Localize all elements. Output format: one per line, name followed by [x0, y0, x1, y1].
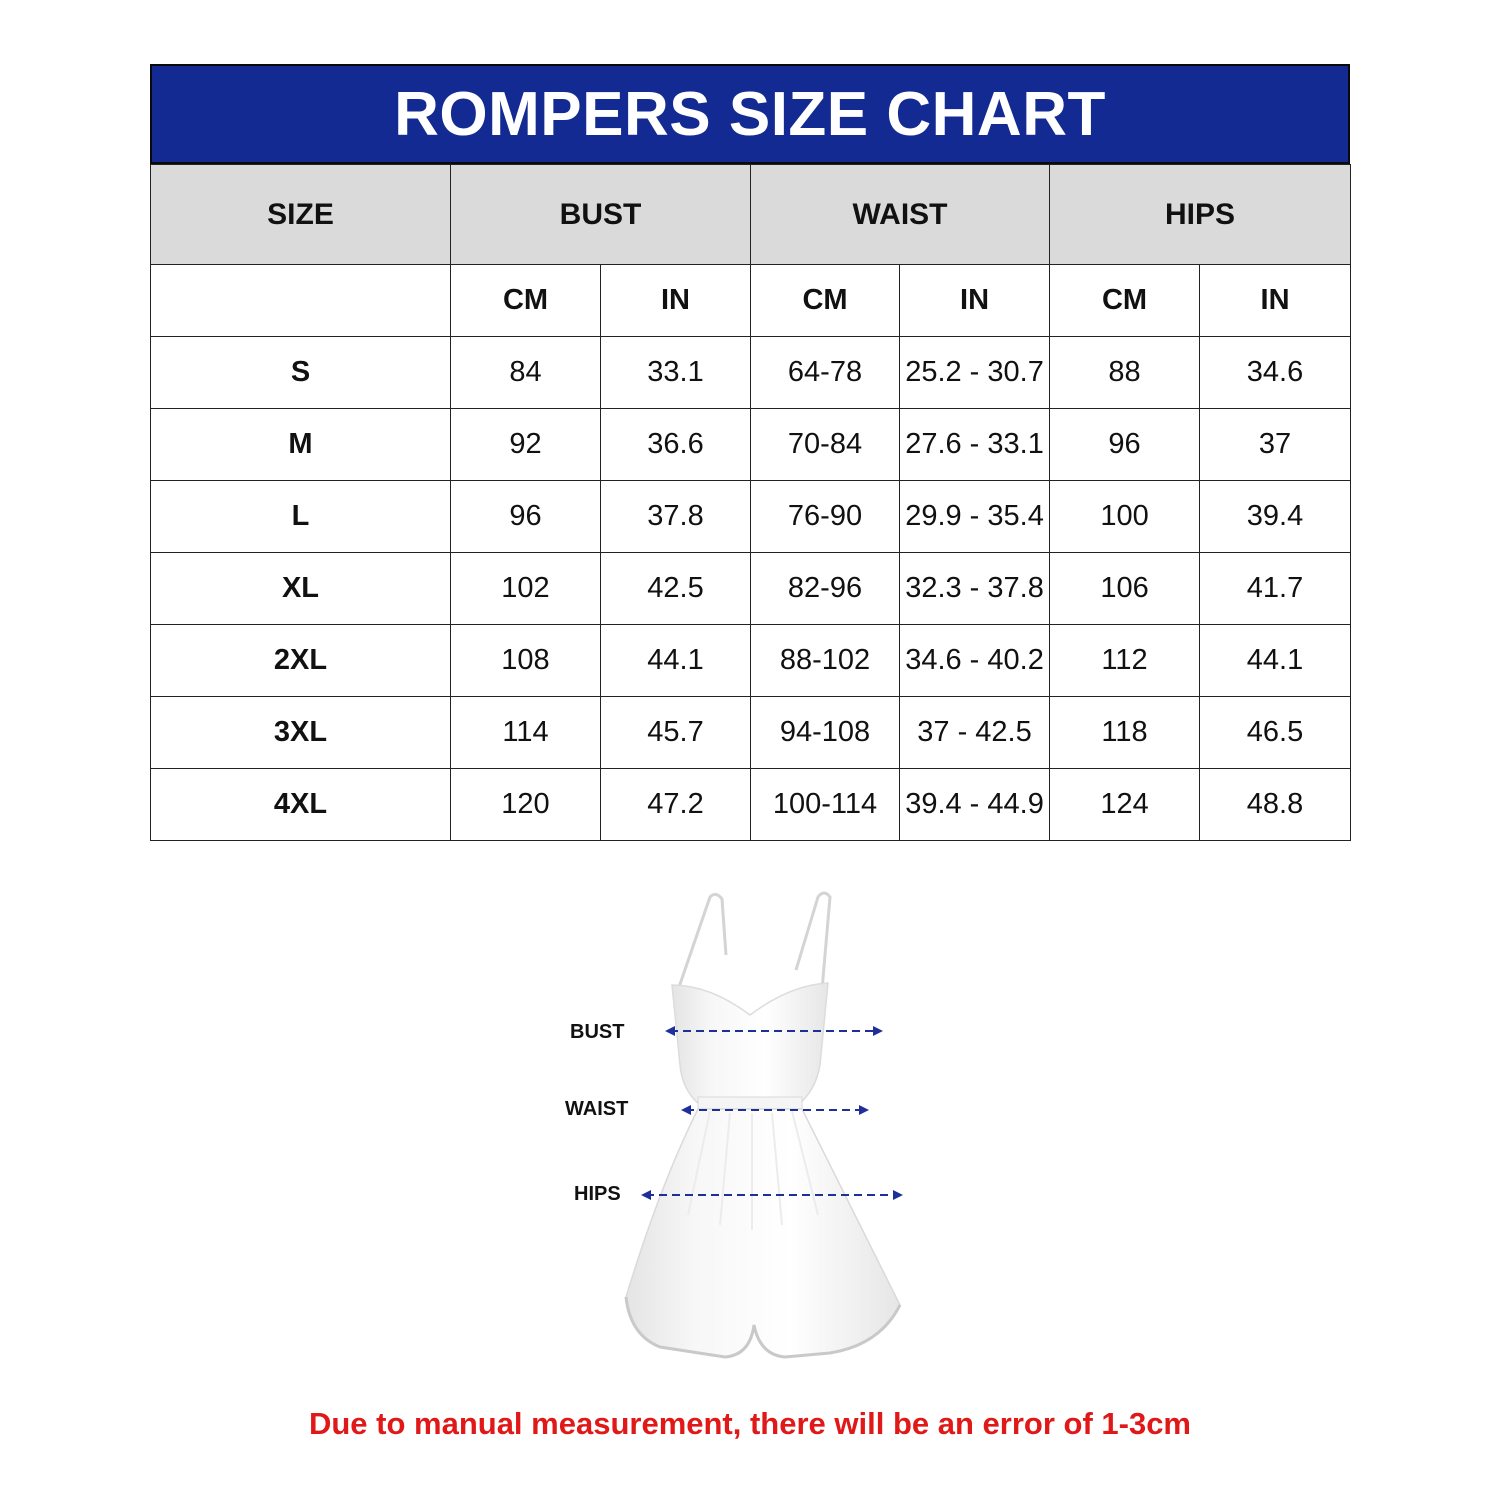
- bust-in-cell: 44.1: [601, 625, 751, 697]
- bodice: [672, 983, 828, 1105]
- bust-cm-cell: 114: [451, 697, 601, 769]
- waist-in-cell: 25.2 - 30.7: [900, 337, 1050, 409]
- waist-in-cell: 32.3 - 37.8: [900, 553, 1050, 625]
- table-row: [151, 697, 1351, 769]
- romper-illustration: [560, 885, 940, 1365]
- table-row: [151, 553, 1351, 625]
- measurement-error-note: Due to manual measurement, there will be an error of 1-3cm: [308, 1406, 1192, 1441]
- table-row: [151, 409, 1351, 481]
- bust-cm-cell: 96: [451, 481, 601, 553]
- unit-hips-cm: CM: [1050, 265, 1200, 337]
- hips-cm-cell: 106: [1050, 553, 1200, 625]
- size-table: [150, 164, 1351, 841]
- waist-in-cell: 29.9 - 35.4: [900, 481, 1050, 553]
- bust-in-cell: 36.6: [601, 409, 751, 481]
- size-cell: XL: [151, 553, 451, 625]
- bust-in-cell: 33.1: [601, 337, 751, 409]
- unit-waist-in: IN: [900, 265, 1050, 337]
- title-bar: [150, 64, 1350, 164]
- waist-label: WAIST: [565, 1098, 629, 1120]
- bust-cm-cell: 92: [451, 409, 601, 481]
- bust-cm-cell: 102: [451, 553, 601, 625]
- unit-waist-cm: CM: [751, 265, 900, 337]
- waist-in-cell: 34.6 - 40.2: [900, 625, 1050, 697]
- hips-cm-cell: 96: [1050, 409, 1200, 481]
- table-row: [151, 481, 1351, 553]
- waist-cm-cell: 76-90: [751, 481, 900, 553]
- bust-in-cell: 37.8: [601, 481, 751, 553]
- header-waist: WAIST: [751, 165, 1050, 265]
- bust-in-cell: 45.7: [601, 697, 751, 769]
- waist-cm-cell: 64-78: [751, 337, 900, 409]
- hips-in-cell: 34.6: [1200, 337, 1351, 409]
- header-bust: BUST: [451, 165, 751, 265]
- waist-in-cell: 37 - 42.5: [900, 697, 1050, 769]
- bust-in-cell: 42.5: [601, 553, 751, 625]
- hips-in-cell: 41.7: [1200, 553, 1351, 625]
- hips-cm-cell: 100: [1050, 481, 1200, 553]
- table-row: [151, 769, 1351, 841]
- bust-in-cell: 47.2: [601, 769, 751, 841]
- hips-cm-cell: 88: [1050, 337, 1200, 409]
- table-row: [151, 337, 1351, 409]
- size-cell: S: [151, 337, 451, 409]
- unit-bust-cm: CM: [451, 265, 601, 337]
- chart-title: ROMPERS SIZE CHART: [394, 79, 1106, 149]
- romper-measurement-figure: [560, 885, 940, 1365]
- hips-in-cell: 44.1: [1200, 625, 1351, 697]
- hips-cm-cell: 112: [1050, 625, 1200, 697]
- size-cell: 3XL: [151, 697, 451, 769]
- hips-in-cell: 37: [1200, 409, 1351, 481]
- unit-hips-in: IN: [1200, 265, 1351, 337]
- table-row: [151, 625, 1351, 697]
- hips-cm-cell: 124: [1050, 769, 1200, 841]
- size-cell: 4XL: [151, 769, 451, 841]
- right-strap: [796, 893, 830, 990]
- unit-bust-in: IN: [601, 265, 751, 337]
- waist-cm-cell: 94-108: [751, 697, 900, 769]
- size-cell: 2XL: [151, 625, 451, 697]
- waist-in-cell: 39.4 - 44.9: [900, 769, 1050, 841]
- header-size: SIZE: [151, 165, 451, 265]
- hips-cm-cell: 118: [1050, 697, 1200, 769]
- shorts: [626, 1109, 900, 1357]
- header-hips: HIPS: [1050, 165, 1351, 265]
- waist-cm-cell: 100-114: [751, 769, 900, 841]
- unit-header-row: [151, 265, 1351, 337]
- hips-label: HIPS: [574, 1183, 621, 1205]
- left-strap: [678, 894, 726, 990]
- waist-cm-cell: 70-84: [751, 409, 900, 481]
- hips-in-cell: 46.5: [1200, 697, 1351, 769]
- size-cell: M: [151, 409, 451, 481]
- waist-cm-cell: 82-96: [751, 553, 900, 625]
- size-chart: [150, 64, 1350, 841]
- bust-cm-cell: 108: [451, 625, 601, 697]
- hips-in-cell: 39.4: [1200, 481, 1351, 553]
- size-cell: L: [151, 481, 451, 553]
- group-header-row: [151, 165, 1351, 265]
- waist-cm-cell: 88-102: [751, 625, 900, 697]
- waist-in-cell: 27.6 - 33.1: [900, 409, 1050, 481]
- unit-blank-cell: [151, 265, 451, 337]
- bust-label: BUST: [570, 1021, 625, 1043]
- bust-cm-cell: 84: [451, 337, 601, 409]
- hips-in-cell: 48.8: [1200, 769, 1351, 841]
- bust-cm-cell: 120: [451, 769, 601, 841]
